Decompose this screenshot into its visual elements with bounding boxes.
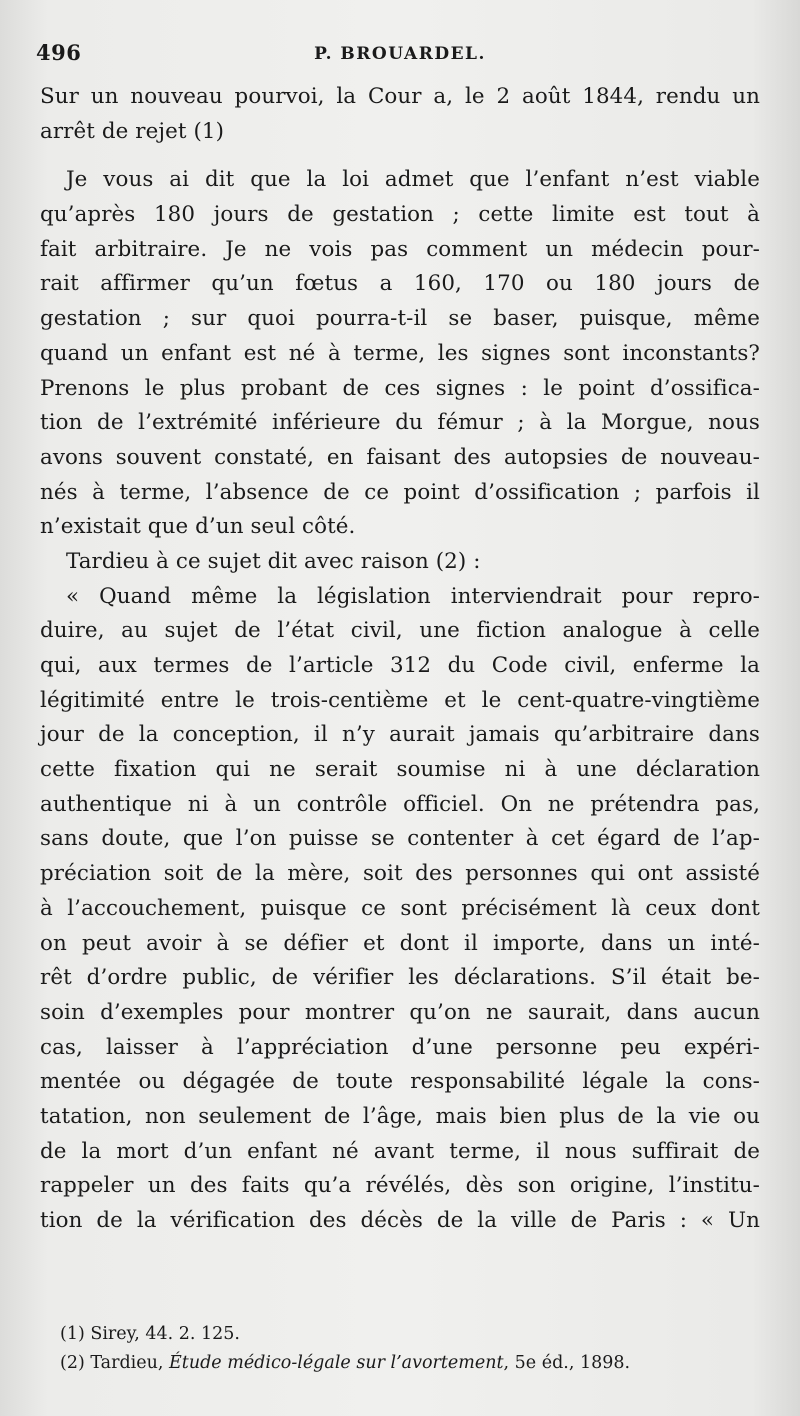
text-line: légitimité entre le trois-centième et le cent-quatre-vingtième — [40, 687, 760, 713]
text-line: rappeler un des faits qu’a révélés, dès son origine, l’institu- — [40, 1173, 760, 1199]
text-line: quand un enfant est né à terme, les signes sont inconstants? — [40, 340, 760, 366]
text-line: Tardieu à ce sujet dit avec raison (2) : — [66, 548, 481, 574]
text-line: préciation soit de la mère, soit des personnes qui ont assisté — [40, 861, 760, 887]
page-number: 496 — [36, 40, 82, 65]
text-line: authentique ni à un contrôle officiel. On ne prétendra pas, — [40, 791, 760, 817]
footnote-2-prefix: (2) Tardieu, — [60, 1353, 170, 1373]
text-line: qui, aux termes de l’article 312 du Code civil, enferme la — [40, 653, 760, 678]
text-line: sans doute, que l’on puisse se contenter à cet égard de l’ap- — [40, 826, 760, 852]
text-line: on peut avoir à se défier et dont il importe, dans un inté- — [40, 930, 760, 956]
text-line: à l’accouchement, puisque ce sont précisément là ceux dont — [40, 895, 760, 921]
text-line: avons souvent constaté, en faisant des autopsies de nouveau- — [40, 444, 760, 470]
text-line: n’existait que d’un seul côté. — [40, 514, 356, 540]
footnote-2-suffix: , 5e éd., 1898. — [503, 1353, 631, 1373]
text-line: cas, laisser à l’appréciation d’une personne peu expéri- — [40, 1034, 760, 1060]
footnote-1: (1) Sirey, 44. 2. 125. — [60, 1324, 240, 1344]
text-line: jour de la conception, il n’y aurait jamais qu’arbitraire dans — [40, 722, 760, 748]
text-line: fait arbitraire. Je ne vois pas comment un médecin pour- — [40, 236, 760, 262]
footnote-2 — [60, 1349, 760, 1378]
text-line: arrêt de rejet (1) — [40, 118, 225, 144]
footnote-2-title: Étude médico-légale sur l’avortement — [169, 1353, 504, 1373]
text-line: qu’après 180 jours de gestation ; cette limite est tout à — [40, 202, 760, 228]
text-line: nés à terme, l’absence de ce point d’ossification ; parfois il — [40, 479, 760, 505]
text-line: duire, au sujet de l’état civil, une fiction analogue à celle — [40, 618, 760, 644]
text-line: rêt d’ordre public, de vérifier les déclarations. S’il était be- — [40, 965, 760, 991]
body-text — [40, 80, 760, 1239]
text-line: tatation, non seulement de l’âge, mais bien plus de la vie ou — [40, 1103, 760, 1129]
text-line: gestation ; sur quoi pourra-t-il se baser, puisque, même — [40, 306, 760, 332]
text-line: « Quand même la législation interviendrait pour repro- — [66, 583, 760, 609]
text-line: tion de la vérification des décès de la ville de Paris : « Un — [40, 1208, 760, 1233]
text-line: Je vous ai dit que la loi admet que l’enfant n’est viable — [66, 167, 760, 193]
text-line: Sur un nouveau pourvoi, la Cour a, le 2 août 1844, rendu un — [40, 84, 760, 109]
footnotes — [60, 1320, 760, 1378]
running-head: P. BROUARDEL. — [314, 44, 486, 64]
text-line: de la mort d’un enfant né avant terme, il nous suffirait de — [40, 1138, 760, 1164]
text-line: Prenons le plus probant de ces signes : le point d’ossifica- — [40, 375, 760, 401]
text-line: cette fixation qui ne serait soumise ni à une déclaration — [40, 757, 760, 783]
text-line: rait affirmer qu’un fœtus a 160, 170 ou 180 jours de — [40, 271, 760, 297]
text-line: soin d’exemples pour montrer qu’on ne saurait, dans aucun — [40, 999, 760, 1025]
text-line: mentée ou dégagée de toute responsabilité légale la cons- — [40, 1069, 760, 1095]
page-header — [36, 40, 764, 70]
text-line: tion de l’extrémité inférieure du fémur ; à la Morgue, nous — [40, 410, 760, 436]
